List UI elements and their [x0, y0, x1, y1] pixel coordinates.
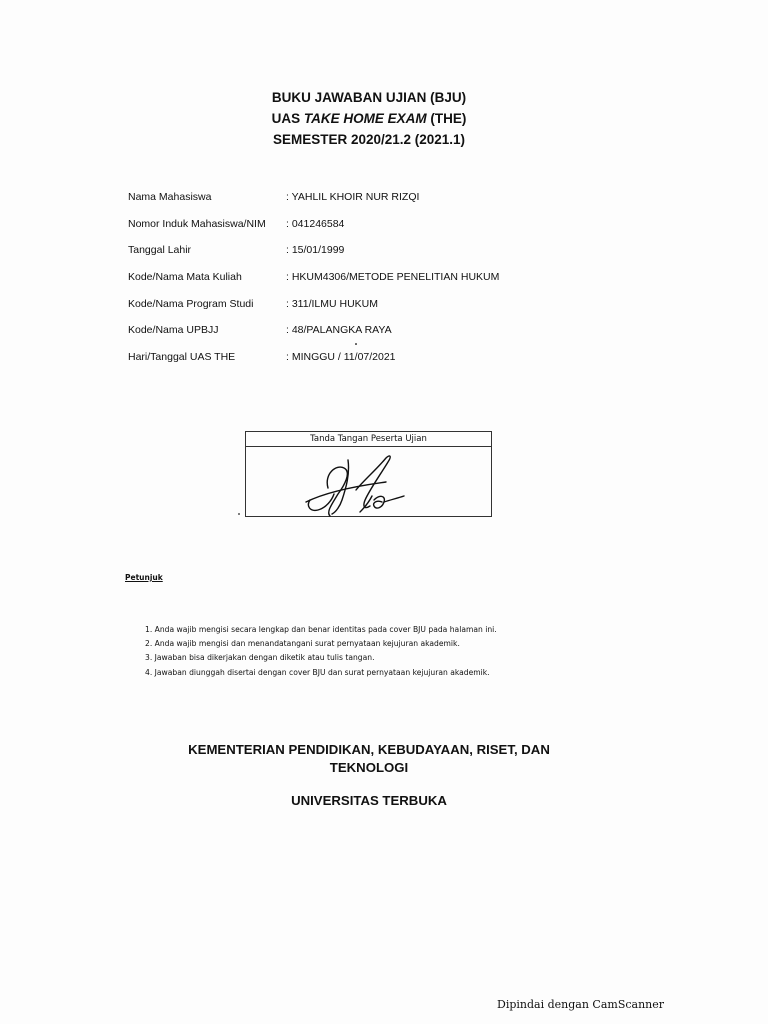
identity-value: : 041246584 — [286, 217, 345, 230]
instruction-item: 2. Anda wajib mengisi dan menandatangani surat pernyataan kejujuran akademik. — [145, 639, 460, 649]
identity-row-mata-kuliah — [128, 270, 688, 297]
document-title — [0, 87, 738, 150]
identity-label: Nama Mahasiswa — [128, 191, 212, 203]
instructions-title: Petunjuk — [125, 573, 163, 582]
ministry-name — [0, 741, 738, 777]
handwritten-signature — [286, 450, 446, 518]
title-line-3: SEMESTER 2020/21.2 (2021.1) — [272, 132, 466, 147]
identity-value: : 48/PALANGKA RAYA — [286, 324, 392, 337]
identity-value: : 311/ILMU HUKUM — [286, 297, 378, 310]
identity-row-upbjj — [128, 323, 688, 350]
ministry-line-1: KEMENTERIAN PENDIDIKAN, KEBUDAYAAN, RISET, DAN — [188, 742, 550, 757]
identity-label: Nomor Induk Mahasiswa/NIM — [128, 217, 266, 230]
instructions-list — [145, 623, 497, 680]
title-line-2-suffix: (THE) — [426, 111, 467, 126]
identity-row-tanggal-uas — [128, 350, 688, 377]
identity-label: Hari/Tanggal UAS THE — [128, 351, 236, 364]
identity-value: : 15/01/1999 — [286, 244, 345, 257]
scan-speck — [355, 343, 357, 345]
ministry-line-2: TEKNOLOGI — [329, 760, 409, 775]
identity-row-nama — [128, 190, 688, 217]
identity-label: Kode/Nama Program Studi — [128, 297, 254, 310]
title-line-2 — [0, 108, 738, 129]
identity-label: Tanggal Lahir — [128, 244, 192, 257]
identity-row-nim — [128, 217, 688, 244]
instruction-item: 4. Jawaban diunggah disertai dengan cover BJU dan surat pernyataan kejujuran akademik. — [145, 667, 490, 677]
instruction-item: 3. Jawaban bisa dikerjakan dengan diketik atau tulis tangan. — [145, 653, 375, 663]
title-line-1: BUKU JAWABAN UJIAN (BJU) — [271, 90, 467, 105]
title-line-2-prefix: UAS — [271, 111, 304, 126]
identity-label: Kode/Nama Mata Kuliah — [128, 271, 242, 284]
identity-value: : YAHLIL KHOIR NUR RIZQI — [286, 191, 420, 203]
identity-table — [128, 190, 688, 377]
university-name: UNIVERSITAS TERBUKA — [291, 793, 447, 808]
instruction-item: 1. Anda wajib mengisi secara lengkap dan benar identitas pada cover BJU pada halaman ini. — [145, 625, 497, 634]
title-line-2-italic: TAKE HOME EXAM — [303, 111, 427, 126]
identity-value: : HKUM4306/METODE PENELITIAN HUKUM — [286, 271, 500, 284]
scanner-watermark: Dipindai dengan CamScanner — [497, 998, 665, 1011]
identity-label: Kode/Nama UPBJJ — [128, 324, 219, 337]
identity-row-tanggal-lahir — [128, 243, 688, 270]
signature-box-title: Tanda Tangan Peserta Ujian — [246, 432, 491, 447]
signature-box — [245, 431, 492, 517]
scan-speck — [238, 513, 240, 515]
identity-value: : MINGGU / 11/07/2021 — [286, 351, 396, 364]
identity-row-program-studi — [128, 297, 688, 324]
